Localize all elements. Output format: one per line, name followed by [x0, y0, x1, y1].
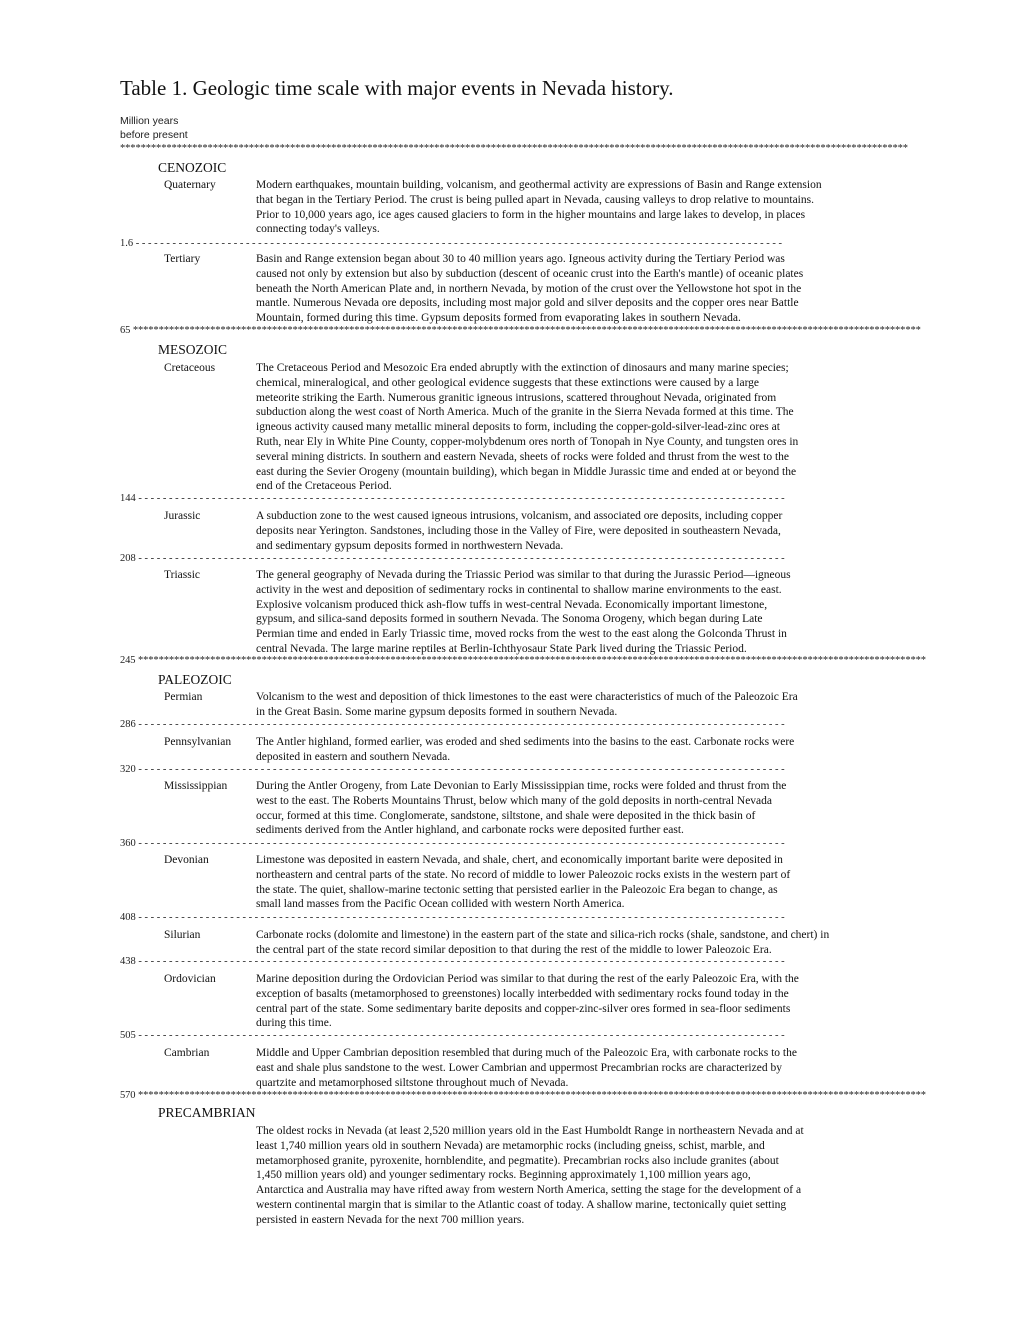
period-name: Triassic	[164, 569, 200, 581]
period-name: Quaternary	[164, 179, 216, 191]
description-line: Permian time and ended in Early Triassic time, moved rocks from the west to the east along the Golconda Thrust in	[256, 628, 787, 641]
description-line: activity in the west and deposition of sedimentary rocks in continental to shallow marine environments to the east.	[256, 583, 782, 596]
description-line: deposited in eastern and southern Nevada.	[256, 750, 451, 763]
period-description	[256, 252, 904, 326]
description-line: that began in the Tertiary Period. The crust is being pulled apart in Nevada, causing valleys to drop relative to mountains.	[256, 193, 814, 206]
description-line: end of the Cretaceous Period.	[256, 480, 392, 493]
period-name: Ordovician	[164, 973, 216, 985]
description-line: Volcanism to the west and deposition of thick limestones to the east were characteristics of much of the Paleozoic Era	[256, 691, 798, 703]
period-name: Tertiary	[164, 253, 201, 265]
era-boundary-rule: 570 *********************************************************************************************************************************************************	[120, 1091, 926, 1101]
period-boundary-rule: 320 - - - - - - - - - - - - - - - - - - - - - - - - - - - - - - - - - - - - - - - - - - - - - - - - - - - - - - - - - - - - - - - - - - - - - - - - - - - - - - - - - - - - - - - - - - - - - - - - - - - - - - - - - -	[120, 765, 785, 775]
description-line: Explosive volcanism produced thick ash-flow tuffs in west-central Nevada. Economically important limestone,	[256, 598, 768, 611]
period-description	[256, 972, 904, 1031]
description-line: gypsum, and silica-sand deposits formed in southern Nevada. The Sonoma Orogeny, which began during Late	[256, 613, 763, 626]
description-line: northeastern and central parts of the state. No record of middle to lower Paleozoic rocks exists in the western part of	[256, 868, 791, 881]
description-line: A subduction zone to the west caused igneous intrusions, volcanism, and associated ore deposits, including copper	[256, 510, 783, 522]
caption-line-1: Million years	[120, 115, 179, 127]
description-line: western continental margin that is similar to the Atlantic coast of today. A shallow marine, tectonically quiet setting	[256, 1198, 787, 1211]
description-line: and sedimentary gypsum deposits formed in northwestern Nevada.	[256, 539, 564, 552]
period-boundary-rule: 1.6 - - - - - - - - - - - - - - - - - - - - - - - - - - - - - - - - - - - - - - - - - - - - - - - - - - - - - - - - - - - - - - - - - - - - - - - - - - - - - - - - - - - - - - - - - - - - - - - - - - - - - - - - - -	[120, 239, 783, 249]
period-name: Permian	[164, 691, 203, 703]
period-description	[256, 178, 904, 237]
period-description	[256, 1046, 904, 1090]
period-name: Jurassic	[164, 510, 201, 522]
description-line: beneath the North American Plate and, in northern Nevada, by motion of the crust over the Yellowstone hot spot in the	[256, 282, 802, 295]
period-description	[256, 779, 904, 838]
description-line: central Nevada. The large marine reptiles at Berlin-Ichthyosaur State Park lived during the Triassic Period.	[256, 642, 747, 655]
description-line: Carbonate rocks (dolomite and limestone) in the eastern part of the state and silica-rich rocks (shale, sandstone, and chert) in	[256, 929, 830, 941]
description-line: igneous activity caused many metallic mineral deposits to form, including the copper-gold-silver-lead-zinc ores at	[256, 421, 780, 434]
description-line: deposits near Yerington. Sandstones, including those in the Valley of Fire, were deposited in southeastern Nevada,	[256, 524, 781, 537]
period-name: Mississippian	[164, 780, 228, 792]
description-line: connecting today's valleys.	[256, 223, 380, 236]
description-line: small land masses from the Pacific Ocean collided with western North America.	[256, 898, 625, 911]
age-column-caption	[120, 115, 188, 142]
period-description	[256, 509, 904, 553]
period-boundary-rule: 360 - - - - - - - - - - - - - - - - - - - - - - - - - - - - - - - - - - - - - - - - - - - - - - - - - - - - - - - - - - - - - - - - - - - - - - - - - - - - - - - - - - - - - - - - - - - - - - - - - - - - - - - - - -	[120, 839, 785, 849]
description-line: the central part of the state record similar deposition to that during the rest of the middle to lower Paleozoic Era.	[256, 943, 772, 956]
description-line: The general geography of Nevada during the Triassic Period was similar to that during the Jurassic Period—igneous	[256, 569, 791, 581]
period-boundary-rule: 286 - - - - - - - - - - - - - - - - - - - - - - - - - - - - - - - - - - - - - - - - - - - - - - - - - - - - - - - - - - - - - - - - - - - - - - - - - - - - - - - - - - - - - - - - - - - - - - - - - - - - - - - - - -	[120, 720, 785, 730]
period-boundary-rule: 144 - - - - - - - - - - - - - - - - - - - - - - - - - - - - - - - - - - - - - - - - - - - - - - - - - - - - - - - - - - - - - - - - - - - - - - - - - - - - - - - - - - - - - - - - - - - - - - - - - - - - - - - - - -	[120, 494, 785, 504]
period-boundary-rule: 408 - - - - - - - - - - - - - - - - - - - - - - - - - - - - - - - - - - - - - - - - - - - - - - - - - - - - - - - - - - - - - - - - - - - - - - - - - - - - - - - - - - - - - - - - - - - - - - - - - - - - - - - - - -	[120, 913, 785, 923]
description-line: Antarctica and Australia may have rifted away from western North America, setting the stage for the development of a	[256, 1184, 802, 1197]
description-line: several mining districts. In southern and eastern Nevada, sheets of rocks were folded and thrust from the west to the	[256, 450, 789, 463]
description-line: During the Antler Orogeny, from Late Devonian to Early Mississippian time, rocks were folded and thrust from the	[256, 780, 787, 792]
description-line: subduction along the west coast of North America. Much of the granite in the Sierra Nevada formed at this time. The	[256, 406, 794, 419]
description-line: persisted in eastern Nevada for the next 700 million years.	[256, 1213, 525, 1226]
description-line: Middle and Upper Cambrian deposition resembled that during much of the Paleozoic Era, with carbonate rocks to the	[256, 1047, 797, 1059]
description-line: the state. The quiet, shallow-marine tectonic setting that persisted earlier in the Paleozoic Era began to change, as	[256, 883, 778, 896]
description-line: quartzite and metamorphosed siltstone throughout much of Nevada.	[256, 1076, 569, 1089]
description-line: during this time.	[256, 1017, 332, 1030]
period-description	[256, 361, 904, 494]
description-line: sediments derived from the Antler highland, and carbonate rocks were deposited further east.	[256, 824, 684, 837]
era-boundary-rule: *********************************************************************************************************************************************************	[120, 144, 908, 154]
period-name: Cretaceous	[164, 362, 216, 374]
caption-line-2: before present	[120, 128, 188, 141]
period-description	[256, 1124, 904, 1228]
description-line: east and shale plus sandstone to the west. Lower Cambrian and uppermost Precambrian rocks are characterized by	[256, 1061, 782, 1074]
description-line: caused not only by extension but also by subduction (descent of oceanic crust into the Earth's mantle) of oceanic plates	[256, 267, 804, 280]
description-line: The Cretaceous Period and Mesozoic Era ended abruptly with the extinction of dinosaurs and many marine species;	[256, 362, 789, 374]
description-line: mantle. Numerous Nevada ore deposits, including most major gold and silver deposits and the copper ores near Battle	[256, 297, 799, 310]
description-line: Limestone was deposited in eastern Nevada, and shale, chert, and economically important barite were deposited in	[256, 854, 783, 866]
era-heading: MESOZOIC	[158, 342, 228, 357]
description-line: central part of the state. Some sedimentary barite deposits and copper-zinc-silver ores formed in sea-floor sediments	[256, 1002, 791, 1015]
description-line: Prior to 10,000 years ago, ice ages caused glaciers to form in the higher mountains and large lakes to develop, in places	[256, 208, 806, 221]
description-line: exception of basalts (metamorphosed to greenstones) locally interbedded with sedimentary rocks found today in the	[256, 987, 789, 1000]
period-description	[256, 568, 904, 657]
description-line: 1,450 million years old) and younger sedimentary rocks. Beginning approximately 1,100 million years ago,	[256, 1169, 751, 1182]
period-name: Silurian	[164, 929, 201, 941]
period-description	[256, 735, 904, 765]
description-line: chemical, mineralogical, and other geological evidence suggests that these extinctions were caused by a large	[256, 376, 760, 389]
description-line: The Antler highland, formed earlier, was eroded and shed sediments into the basins to the east. Carbonate rocks were	[256, 736, 795, 748]
period-description	[256, 690, 904, 720]
description-line: The oldest rocks in Nevada (at least 2,520 million years old in the East Humboldt Range in northeastern Nevada and at	[256, 1125, 804, 1137]
description-line: east during the Sevier Orogeny (mountain building), which began in Middle Jurassic time and ended at or beyond the	[256, 465, 797, 478]
period-name: Cambrian	[164, 1047, 210, 1059]
description-line: Basin and Range extension began about 30 to 40 million years ago. Igneous activity during the Tertiary Period was	[256, 253, 785, 265]
page-title: Table 1. Geologic time scale with major events in Nevada history.	[120, 76, 674, 100]
description-line: metamorphosed granite, pyroxenite, hornblendite, and pegmatite). Precambrian rocks also include granites (about	[256, 1154, 779, 1167]
period-description	[256, 928, 904, 958]
description-line: west to the east. The Roberts Mountains Thrust, below which many of the gold deposits in north-central Nevada	[256, 794, 773, 807]
description-line: Mountain, formed during this time. Gypsum deposits formed from evaporating lakes in southern Nevada.	[256, 312, 741, 325]
description-line: meteorite striking the Earth. Numerous granitic igneous intrusions, scattered throughout Nevada, originated from	[256, 391, 777, 404]
period-boundary-rule: 208 - - - - - - - - - - - - - - - - - - - - - - - - - - - - - - - - - - - - - - - - - - - - - - - - - - - - - - - - - - - - - - - - - - - - - - - - - - - - - - - - - - - - - - - - - - - - - - - - - - - - - - - - - -	[120, 554, 785, 564]
period-name: Pennsylvanian	[164, 736, 232, 748]
description-line: Marine deposition during the Ordovician Period was similar to that during the rest of the early Paleozoic Era, with the	[256, 973, 799, 985]
period-boundary-rule: 505 - - - - - - - - - - - - - - - - - - - - - - - - - - - - - - - - - - - - - - - - - - - - - - - - - - - - - - - - - - - - - - - - - - - - - - - - - - - - - - - - - - - - - - - - - - - - - - - - - - - - - - - - - -	[120, 1031, 785, 1041]
description-line: occur, formed at this time. Conglomerate, sandstone, siltstone, and shale were deposited in the thick basin of	[256, 809, 756, 822]
description-line: least 1,740 million years old in southern Nevada) are metamorphic rocks (including gneiss, schist, marble, and	[256, 1139, 765, 1152]
description-line: Ruth, near Ely in White Pine County, copper-molybdenum ores north of Tonopah in Nye County, and tungsten ores in	[256, 435, 799, 448]
era-heading: PRECAMBRIAN	[158, 1105, 256, 1120]
era-boundary-rule: 245 *********************************************************************************************************************************************************	[120, 656, 926, 666]
era-heading: PALEOZOIC	[158, 672, 232, 687]
era-heading: CENOZOIC	[158, 160, 227, 175]
period-name: Devonian	[164, 854, 209, 866]
description-line: in the Great Basin. Some marine gypsum deposits formed in southern Nevada.	[256, 705, 618, 718]
description-line: Modern earthquakes, mountain building, volcanism, and geothermal activity are expressions of Basin and Range extension	[256, 179, 822, 191]
period-boundary-rule: 438 - - - - - - - - - - - - - - - - - - - - - - - - - - - - - - - - - - - - - - - - - - - - - - - - - - - - - - - - - - - - - - - - - - - - - - - - - - - - - - - - - - - - - - - - - - - - - - - - - - - - - - - - - -	[120, 957, 785, 967]
era-boundary-rule: 65 *********************************************************************************************************************************************************	[120, 326, 921, 336]
period-description	[256, 853, 904, 912]
